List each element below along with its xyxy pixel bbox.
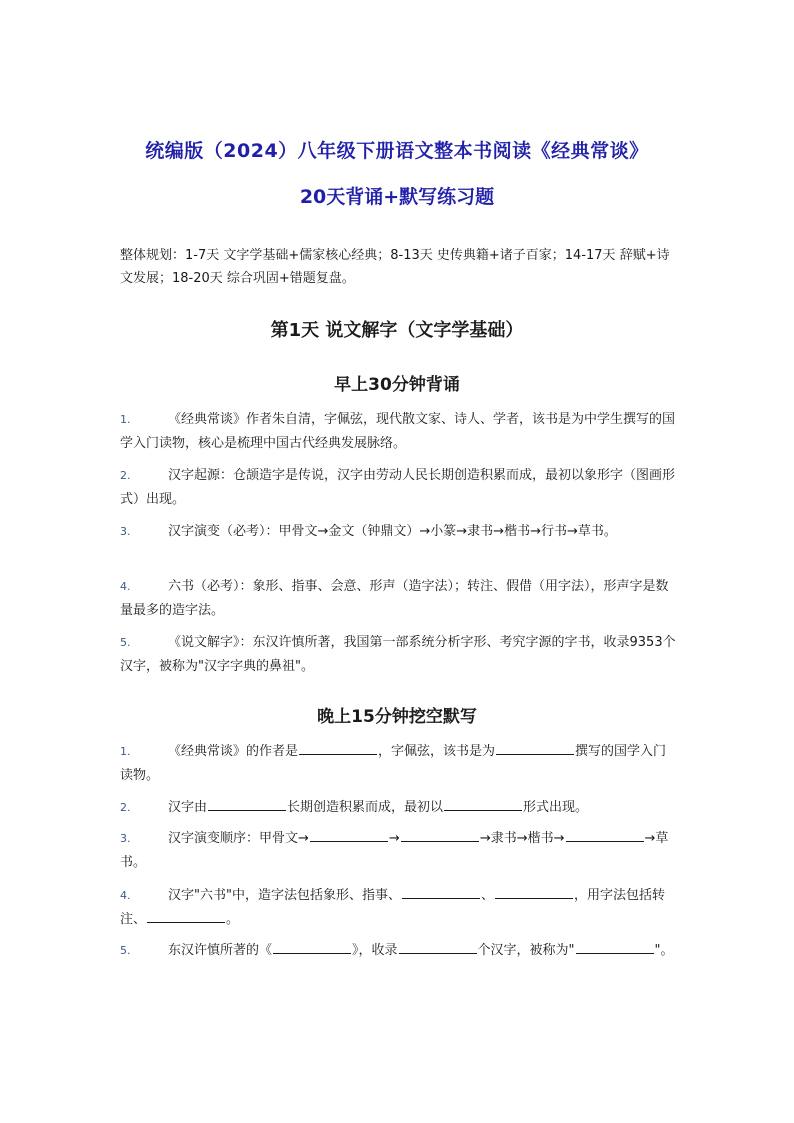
- morning-item-2: [120, 464, 676, 512]
- text-part: "。: [654, 943, 674, 958]
- evening-heading: 晚上15分钟挖空默写: [317, 707, 477, 727]
- list-text: [120, 939, 676, 963]
- text-part: 》，收录: [352, 943, 398, 958]
- text-part: 汉字"六书"中，造字法包括象形、指事、: [168, 888, 401, 903]
- text-part: 《经典常谈》的作者是: [168, 744, 299, 759]
- list-text: [120, 740, 676, 788]
- fill-blank[interactable]: [496, 740, 574, 755]
- fill-blank[interactable]: [310, 827, 388, 842]
- morning-item-5: [120, 631, 676, 679]
- list-text: 六书（必考）：象形、指事、会意、形声（造字法）；转注、假借（用字法），形声字是数量最多的造字法。: [120, 579, 669, 618]
- text-part: ，字佩弦，该书是为: [378, 744, 496, 759]
- text-part: ，用字法包括转注、: [120, 888, 665, 927]
- fill-blank[interactable]: [444, 796, 522, 811]
- list-text: [120, 827, 676, 875]
- list-text: [120, 884, 676, 932]
- dictation-item-4: [120, 884, 676, 932]
- fill-blank[interactable]: [147, 908, 225, 923]
- fill-blank[interactable]: [208, 796, 286, 811]
- document-subtitle: 20天背诵+默写练习题: [299, 186, 495, 208]
- text-part: 撰写的国学入门读物。: [120, 744, 667, 783]
- dictation-item-2: [120, 796, 676, 820]
- dictation-item-1: [120, 740, 676, 788]
- document-title: 统编版（2024）八年级下册语文整本书阅读《经典常谈》: [145, 140, 649, 162]
- list-number: 1.: [120, 413, 131, 426]
- text-part: 、: [480, 888, 494, 903]
- text-part: 长期创造积累而成，最初以: [287, 800, 444, 815]
- list-number: 5.: [120, 944, 131, 957]
- list-number: 5.: [120, 636, 131, 649]
- morning-item-3: [120, 520, 676, 544]
- morning-item-4: [120, 575, 676, 623]
- dictation-item-3: [120, 827, 676, 875]
- list-number: 4.: [120, 889, 131, 902]
- overall-plan: 整体规划：1-7天 文字学基础+儒家核心经典；8-13天 史传典籍+诸子百家；14-17天 辞赋+诗文发展；18-20天 综合巩固+错题复盘。: [120, 248, 670, 286]
- list-text: [120, 796, 676, 820]
- list-number: 4.: [120, 580, 131, 593]
- text-part: 。: [226, 912, 240, 927]
- morning-heading: 早上30分钟背诵: [334, 375, 460, 395]
- text-part: →: [388, 831, 400, 846]
- text-part: 汉字由: [168, 800, 208, 815]
- list-number: 2.: [120, 801, 131, 814]
- list-text: 《说文解字》：东汉许慎所著，我国第一部系统分析字形、考究字源的字书，收录9353个汉字，被称为"汉字字典的鼻祖"。: [120, 635, 676, 674]
- list-number: 1.: [120, 745, 131, 758]
- fill-blank[interactable]: [401, 827, 479, 842]
- text-part: →隶书→楷书→: [479, 831, 565, 846]
- morning-item-1: [120, 408, 676, 456]
- list-text: 《经典常谈》作者朱自清，字佩弦，现代散文家、诗人、学者，该书是为中学生撰写的国学入门读物，核心是梳理中国古代经典发展脉络。: [120, 412, 676, 451]
- text-part: 个汉字，被称为": [477, 943, 575, 958]
- text-part: 汉字演变顺序：甲骨文→: [168, 831, 309, 846]
- list-number: 3.: [120, 832, 131, 845]
- list-number: 2.: [120, 469, 131, 482]
- fill-blank[interactable]: [495, 884, 573, 899]
- fill-blank[interactable]: [402, 884, 480, 899]
- text-part: 形式出现。: [523, 800, 589, 815]
- list-number: 3.: [120, 525, 131, 538]
- text-part: 东汉许慎所著的《: [168, 943, 273, 958]
- dictation-item-5: [120, 939, 676, 963]
- fill-blank[interactable]: [299, 740, 377, 755]
- fill-blank[interactable]: [399, 939, 477, 954]
- text-part: →草书。: [120, 831, 669, 870]
- list-text: 汉字起源：仓颉造字是传说，汉字由劳动人民长期创造积累而成，最初以象形字（图画形式）出现。: [120, 468, 676, 507]
- day-heading: 第1天 说文解字（文字学基础）: [270, 320, 524, 341]
- fill-blank[interactable]: [576, 939, 654, 954]
- fill-blank[interactable]: [566, 827, 644, 842]
- list-text: 汉字演变（必考）：甲骨文→金文（钟鼎文）→小篆→隶书→楷书→行书→草书。: [168, 524, 617, 539]
- fill-blank[interactable]: [273, 939, 351, 954]
